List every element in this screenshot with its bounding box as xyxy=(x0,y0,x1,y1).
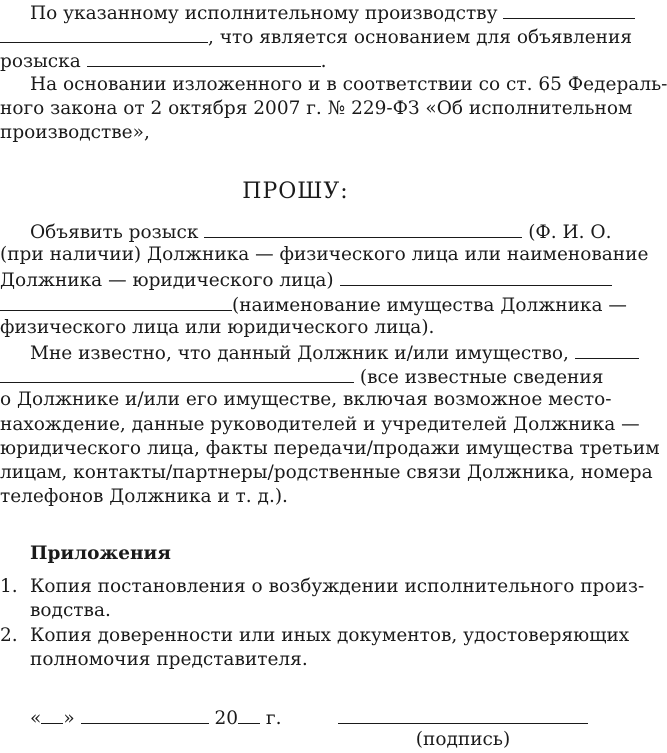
month-blank[interactable] xyxy=(81,705,209,724)
legal-basis-line-1: На основании изложенного и в соответствии со ст. 65 Федераль- xyxy=(30,73,667,95)
case-number-blank[interactable] xyxy=(503,0,635,19)
request-paragraph xyxy=(0,219,660,509)
signature-caption: (подпись) xyxy=(415,729,511,750)
attachment-item-1 xyxy=(0,575,645,623)
known-info-line-4: нахождение, данные руководителей и учредителей Должника — xyxy=(0,413,640,435)
attachment-number: 2. xyxy=(0,624,18,646)
known-info-line-1: Мне известно, что данный Должник и/или имущество, xyxy=(0,340,591,364)
attachment-text: Копия постановления о возбуждении исполнительного произ- xyxy=(30,576,645,598)
known-info-line-3: о Должнике и/или его имуществе, включая возможное место- xyxy=(0,389,612,411)
debtor-name-blank[interactable] xyxy=(204,219,522,238)
day-blank[interactable] xyxy=(41,705,63,724)
known-info-line-7: телефонов Должника и т. д.). xyxy=(0,486,288,508)
known-info-line-6: лицам, контакты/партнеры/родственные связи Должника, номера xyxy=(0,461,653,483)
reason-blank[interactable] xyxy=(0,24,208,43)
intro-line-3: розыска . xyxy=(0,48,591,72)
known-info-blank-1[interactable] xyxy=(575,340,639,359)
signature-blank[interactable] xyxy=(338,705,588,724)
request-line-1: Объявить розыск (Ф. И. О. xyxy=(0,219,591,243)
request-line-2: (при наличии) Должника — физического лица или наименование xyxy=(0,244,649,266)
intro-line-2: , что является основанием для объявления xyxy=(0,24,591,48)
known-info-line-2: (все известные сведения xyxy=(0,364,591,388)
known-info-blank-2[interactable] xyxy=(0,364,354,383)
search-basis-blank[interactable] xyxy=(87,48,321,67)
attachment-text: Копия доверенности или иных документов, удостоверяющих xyxy=(30,624,630,646)
attachment-number: 1. xyxy=(0,576,18,598)
request-line-3: Должника — юридического лица) xyxy=(0,267,591,291)
year-blank[interactable] xyxy=(238,705,260,724)
request-line-5: физического лица или юридического лица). xyxy=(0,316,435,338)
attachment-item-2 xyxy=(0,624,630,672)
date-signature-row xyxy=(0,705,591,729)
known-info-line-5: юридического лица, факты передачи/продажи имущества третьим xyxy=(0,437,660,459)
intro-paragraph xyxy=(0,0,667,145)
property-blank-1[interactable] xyxy=(340,267,612,286)
legal-basis-line-3: производстве», xyxy=(0,121,150,143)
property-blank-2[interactable] xyxy=(0,292,232,311)
attachment-text: полномочия представителя. xyxy=(30,648,308,670)
intro-line-1: По указанному исполнительному производству xyxy=(0,0,591,24)
legal-basis-line-2: ного закона от 2 октября 2007 г. № 229-ФЗ «Об исполнительном xyxy=(0,97,633,119)
date-line: « » 20 г. xyxy=(0,705,591,729)
attachments-title: Приложения xyxy=(30,543,171,564)
attachments-section xyxy=(0,542,645,672)
request-line-4: (наименование имущества Должника — xyxy=(0,292,591,316)
request-heading: ПРОШУ: xyxy=(242,179,349,204)
attachment-text: водства. xyxy=(30,600,111,622)
